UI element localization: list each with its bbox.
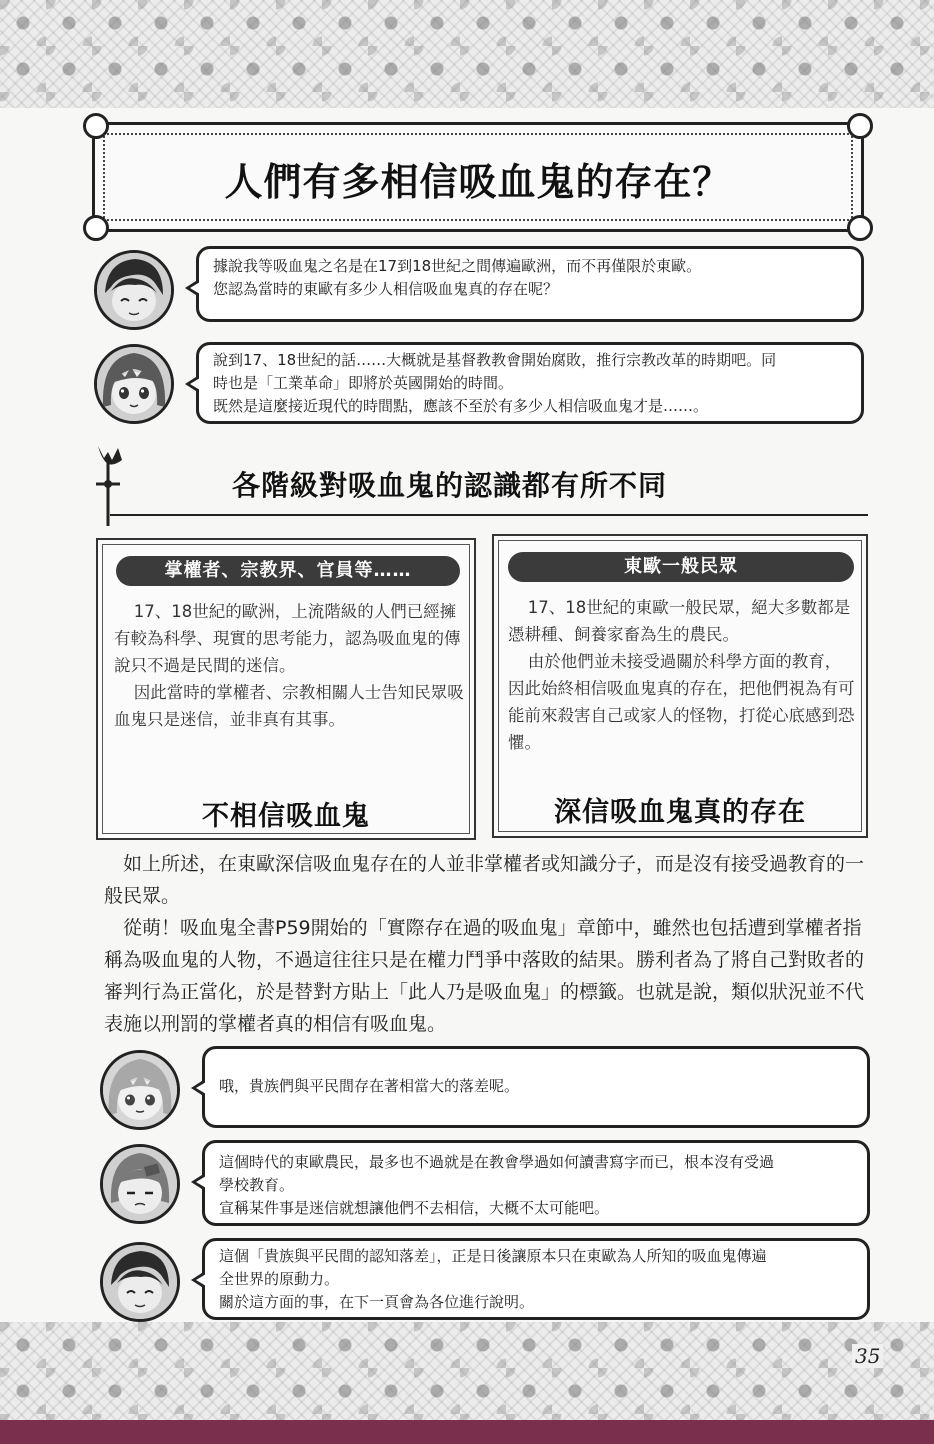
bottom-lace-ornament xyxy=(0,1322,934,1420)
dialogue-line: 全世界的原動力。 xyxy=(219,1270,340,1288)
section-heading: 各階級對吸血鬼的認識都有所不同 xyxy=(232,469,668,502)
common-people-text xyxy=(508,594,856,756)
dialogue-line: 關於這方面的事，在下一頁會為各位進行說明。 xyxy=(219,1293,535,1311)
ruling-class-text xyxy=(114,598,464,733)
page-title: 人們有多相信吸血鬼的存在？ xyxy=(224,159,732,204)
speech-bubble xyxy=(196,246,864,322)
paragraph: 17、18世紀的東歐一般民眾，絕大多數都是憑耕種、飼養家畜為生的農民。 xyxy=(508,598,851,644)
dialogue-line: 您認為當時的東歐有多少人相信吸血鬼真的存在呢？ xyxy=(213,280,559,298)
dialogue-line: 時也是「工業革命」即將於英國開始的時間。 xyxy=(213,374,514,392)
page-number: 35 xyxy=(852,1344,883,1368)
dialogue-line: 這個「貴族與平民間的認知落差」，正是日後讓原本只在東歐為人所知的吸血鬼傳遍 xyxy=(219,1247,767,1265)
corner-ornament-icon xyxy=(847,215,873,241)
common-people-label: 東歐一般民眾 xyxy=(508,552,854,582)
blonde-girl-avatar xyxy=(100,1050,180,1130)
dark-haired-boy-avatar xyxy=(100,1242,180,1322)
section-divider xyxy=(110,514,868,516)
body-text xyxy=(104,848,876,1040)
dark-haired-boy-avatar xyxy=(94,250,174,330)
bubble-tail-fill xyxy=(190,378,200,390)
title-box xyxy=(92,122,864,232)
dialogue-line: 學校教育。 xyxy=(219,1176,295,1194)
dialogue-line: 說到17、18世紀的話……大概就是基督教教會開始腐敗，推行宗教改革的時期吧。同 xyxy=(213,351,777,369)
speech-bubble xyxy=(202,1140,870,1226)
bubble-tail-fill xyxy=(196,1176,206,1188)
ruling-class-panel xyxy=(96,538,476,840)
section-heading-block xyxy=(92,440,872,530)
speech-bubble xyxy=(202,1046,870,1128)
paragraph: 因此當時的掌權者、宗教相關人士告知民眾吸血鬼只是迷信，並非真有其事。 xyxy=(114,683,464,729)
gray-haired-girl-avatar xyxy=(100,1144,180,1224)
body-paragraph: 從萌！吸血鬼全書P59開始的「實際存在過的吸血鬼」章節中，雖然也包括遭到掌權者指稱為吸血鬼的人物，不過這往往只是在權力鬥爭中落敗的結果。勝利者為了將自己對敗者的審判行為正當化，於是替對方貼上「此人乃是吸血鬼」的標籤。也就是說，類似狀況並不代表施以刑罰的掌權者真的相信有吸血鬼。 xyxy=(104,917,865,1035)
bat-cross-ornament-icon xyxy=(92,440,132,530)
body-paragraph: 如上所述，在東歐深信吸血鬼存在的人並非掌權者或知識分子，而是沒有接受過教育的一般民眾。 xyxy=(104,853,865,907)
speech-bubble xyxy=(196,342,864,424)
brown-haired-girl-avatar xyxy=(94,344,174,424)
dialogue-line: 既然是這麼接近現代的時間點，應該不至於有多少人相信吸血鬼才是……。 xyxy=(213,397,709,415)
paragraph: 由於他們並未接受過關於科學方面的教育，因此始終相信吸血鬼真的存在，把他們視為有可能前來殺害自己或家人的怪物，打從心底感到恐懼。 xyxy=(508,652,855,752)
dialogue-line: 這個時代的東歐農民，最多也不過就是在教會學過如何讀書寫字而已，根本沒有受過 xyxy=(219,1153,775,1171)
dialogue-line: 宣稱某件事是迷信就想讓他們不去相信，大概不太可能吧。 xyxy=(219,1199,610,1217)
corner-ornament-icon xyxy=(847,113,873,139)
ruling-class-conclusion: 不相信吸血鬼 xyxy=(202,801,370,832)
dialogue-line: 哦，貴族們與平民間存在著相當大的落差呢。 xyxy=(219,1077,520,1095)
common-people-panel xyxy=(492,534,868,838)
bottom-color-strip xyxy=(0,1420,934,1444)
dialogue-line: 據說我等吸血鬼之名是在17到18世紀之間傳遍歐洲，而不再僅限於東歐。 xyxy=(213,257,702,275)
bubble-tail-fill xyxy=(190,282,200,294)
common-people-conclusion: 深信吸血鬼真的存在 xyxy=(554,797,806,828)
bubble-tail-fill xyxy=(196,1274,206,1286)
bubble-tail-fill xyxy=(196,1082,206,1094)
top-lace-ornament xyxy=(0,0,934,108)
speech-bubble xyxy=(202,1238,870,1320)
corner-ornament-icon xyxy=(83,215,109,241)
ruling-class-label: 掌權者、宗教界、官員等…… xyxy=(116,556,460,586)
paragraph: 17、18世紀的歐洲，上流階級的人們已經擁有較為科學、現實的思考能力，認為吸血鬼的傳說只不過是民間的迷信。 xyxy=(114,602,461,675)
corner-ornament-icon xyxy=(83,113,109,139)
